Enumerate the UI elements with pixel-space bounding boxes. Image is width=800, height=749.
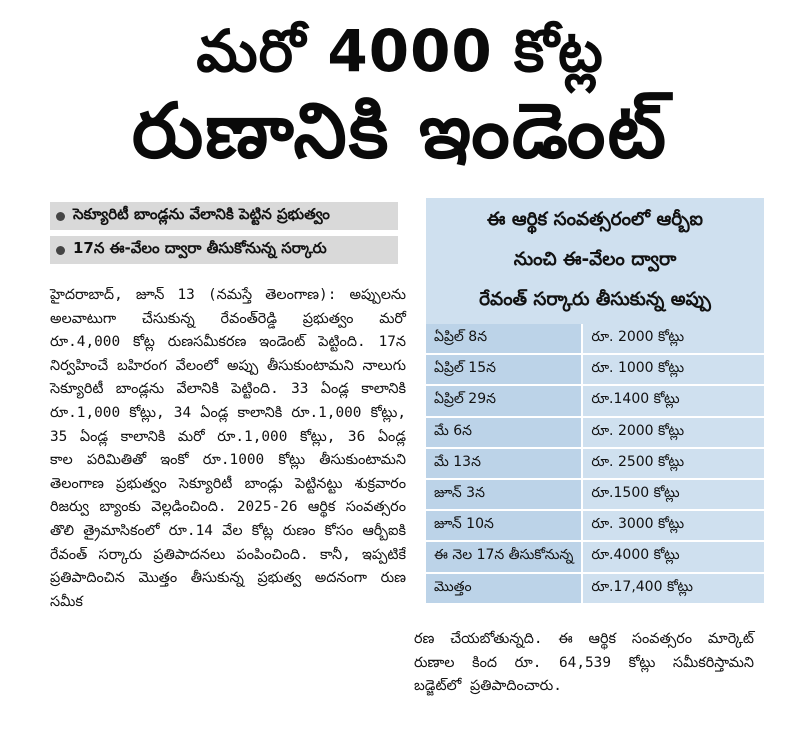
row-amount: రూ.1400 కోట్లు [582,385,764,416]
row-amount: రూ.17,400 కోట్లు [582,573,764,604]
headline-line-1: మరో 4000 కోట్ల [196,17,604,85]
row-amount: రూ. 2000 కోట్లు [582,417,764,448]
row-amount: రూ. 2500 కోట్లు [582,448,764,479]
table-row [426,510,764,541]
bullet-dot-icon [56,246,65,255]
article-paragraph: రణ చేయబోతున్నది. ఈ ఆర్థిక సంవత్సరం మార్కెట్ రుణాల కింద రూ. 64,539 కోట్లు సమీకరిస్తామని బడ్జెట్‌లో ప్రతిపాదించారు. [414,631,754,695]
table-row [426,324,764,354]
row-date: ఏప్రిల్ 8న [426,324,582,354]
table-title-line: ఈ ఆర్థిక సంవత్సరంలో ఆర్బీఐ [486,209,703,230]
article-paragraph: హైదరాబాద్, జూన్ 13 (నమస్తే తెలంగాణ): అప్పులను అలవాటుగా చేసుకున్న రేవంత్‌రెడ్డి ప్రభుత్వం మరో రూ.4,000 కోట్ల రుణసమీకరణ ఇండెంట్ పెట్టింది. 17న నిర్వహించే బహిరంగ వేలంలో అప్పు తీసుకుంటామని నాలుగు సెక్యూరిటీ బాండ్లను వేలానికి పెట్టింది. 33 ఏండ్ల కాలానికి రూ.1,000 కోట్లు, 34 ఏండ్ల కాలానికి రూ.1,000 కోట్లు, 35 ఏండ్ల కాలానికి మరో రూ.1,000 కోట్లు, 36 ఏండ్ల కాల పరిమితితో ఇంకో రూ.1000 కోట్లు తీసుకుంటామని తెలంగాణ ప్రభుత్వం సెక్యూరిటీ బాండ్లు పెట్టినట్టు శుక్రవారం రిజర్వు బ్యాంకు వెల్లడించింది. 2025-26 ఆర్థిక సంవత్సరం తొలి త్రైమాసికంలో రూ.14 వేల కోట్ల రుణం కోసం ఆర్బీఐకి రేవంత్ సర్కారు ప్రతిపాదనలు పంపించింది. కానీ, ఇప్పటికే ప్రతిపాదించిన మొత్తం తీసుకున్న ప్రభుత్వ అదనంగా రుణ సమీక [50,287,406,610]
row-amount: రూ. 3000 కోట్లు [582,510,764,541]
row-date: ఏప్రిల్ 15న [426,354,582,385]
row-date: మే 6న [426,417,582,448]
highlight-item [50,202,398,230]
highlight-item [50,236,398,264]
highlight-text: 17న ఈ-వేలం ద్వారా తీసుకోనున్న సర్కారు [73,239,327,257]
table-row [426,541,764,572]
row-date: ఏప్రిల్ 29న [426,385,582,416]
table-title-line: రేవంత్ సర్కారు తీసుకున్న అప్పు [479,289,711,310]
row-date: మే 13న [426,448,582,479]
highlight-text: సెక్యూరిటీ బాండ్లను వేలానికి పెట్టిన ప్రభుత్వం [73,205,330,223]
article-body [50,284,406,614]
table-row [426,417,764,448]
row-amount: రూ.1500 కోట్లు [582,479,764,510]
table-total-row [426,573,764,604]
table-row [426,354,764,385]
table-row [426,385,764,416]
table-title-line: నుంచి ఈ-వేలం ద్వారా [513,249,677,270]
table-title [426,198,764,324]
loan-table-box [426,198,764,605]
bullet-dot-icon [56,212,65,221]
article-continuation [414,628,754,699]
table-row [426,479,764,510]
loan-table [426,324,764,605]
highlights [50,202,398,270]
row-date: మొత్తం [426,573,582,604]
row-date: జూన్ 10న [426,510,582,541]
row-amount: రూ.4000 కోట్లు [582,541,764,572]
row-date: జూన్ 3న [426,479,582,510]
row-amount: రూ. 2000 కోట్లు [582,324,764,354]
headline-line-2: రుణానికి ఇండెంట్ [131,86,669,175]
table-row [426,448,764,479]
row-date: ఈ నెల 17న తీసుకోనున్న [426,541,582,572]
row-amount: రూ. 1000 కోట్లు [582,354,764,385]
